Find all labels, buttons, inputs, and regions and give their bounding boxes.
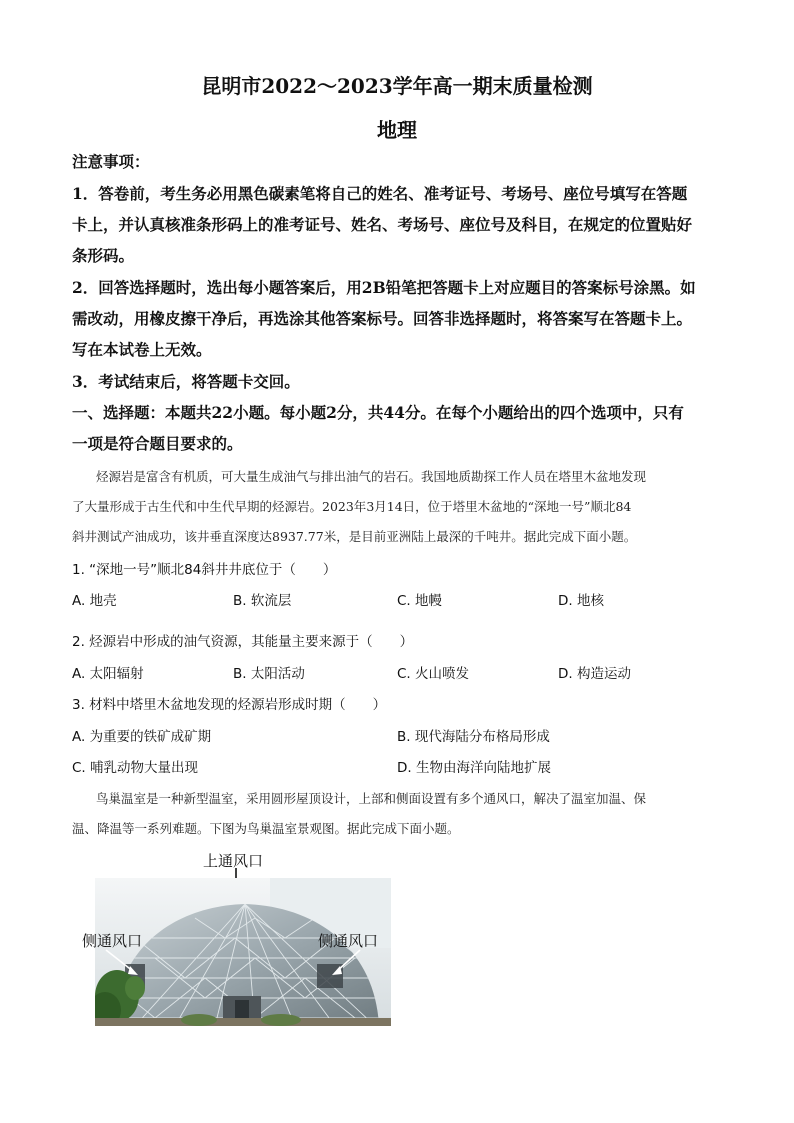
question-1-option-b: B. 软流层 — [233, 593, 292, 609]
notice-item-3: 3．考试结束后，将答题卡交回。 — [72, 372, 300, 391]
notice-item-2-line-2: 需改动，用橡皮擦干净后，再选涂其他答案标号。回答非选择题时，将答案写在答题卡上。 — [72, 309, 693, 328]
question-1-option-c: C. 地幔 — [397, 593, 443, 609]
material-2-line-1: 鸟巢温室是一种新型温室，采用圆形屋顶设计，上部和侧面设置有多个通风口，解决了温室加温、保 — [96, 791, 647, 806]
notice-item-2-line-1: 2．回答选择题时，选出每小题答案后，用2B铅笔把答题卡上对应题目的答案标号涂黑。如 — [72, 278, 696, 297]
label-top-vent: 上通风口 — [203, 852, 264, 870]
label-side-vent-right: 侧通风口 — [318, 932, 379, 950]
question-2-option-a: A. 太阳辐射 — [72, 666, 144, 682]
question-1-stem: 1. “深地一号”顺北84斜井井底位于（ ） — [72, 562, 337, 578]
arrow-right-vent-icon — [330, 948, 364, 978]
label-side-vent-left: 侧通风口 — [82, 932, 143, 950]
question-3-stem: 3. 材料中塔里木盆地发现的烃源岩形成时期（ ） — [72, 697, 387, 713]
question-3-option-a: A. 为重要的铁矿成矿期 — [72, 729, 212, 745]
question-2-stem: 2. 烃源岩中形成的油气资源，其能量主要来源于（ ） — [72, 634, 414, 650]
question-1-option-a: A. 地壳 — [72, 593, 117, 609]
arrow-left-vent-icon — [104, 948, 142, 978]
exam-title: 昆明市2022～2023学年高一期末质量检测 — [201, 74, 593, 98]
subject-title: 地理 — [377, 118, 417, 142]
notice-heading: 注意事项： — [72, 152, 150, 171]
question-2-option-c: C. 火山喷发 — [397, 666, 470, 682]
material-1-line-2: 了大量形成于古生代和中生代早期的烃源岩。2023年3月14日，位于塔里木盆地的“深地一号”顺北84 — [72, 499, 632, 514]
question-3-option-d: D. 生物由海洋向陆地扩展 — [397, 760, 551, 776]
material-1-line-1: 烃源岩是富含有机质，可大量生成油气与排出油气的岩石。我国地质勘探工作人员在塔里木盆地发现 — [96, 469, 647, 484]
material-2-line-2: 温、降温等一系列难题。下图为鸟巢温室景观图。据此完成下面小题。 — [72, 821, 460, 836]
question-2-option-b: B. 太阳活动 — [233, 666, 305, 682]
notice-item-1-line-3: 条形码。 — [72, 246, 135, 265]
question-2-option-d: D. 构造运动 — [558, 666, 631, 682]
question-1-option-d: D. 地核 — [558, 593, 604, 609]
notice-item-1-line-1: 1．答卷前，考生务必用黑色碳素笔将自己的姓名、准考证号、考场号、座位号填写在答题 — [72, 184, 688, 203]
notice-item-2-line-3: 写在本试卷上无效。 — [72, 340, 212, 359]
notice-item-1-line-2: 卡上，并认真核准条形码上的准考证号、姓名、考场号、座位号及科目，在规定的位置贴好 — [72, 215, 693, 234]
question-3-option-b: B. 现代海陆分布格局形成 — [397, 729, 550, 745]
section-heading-line-1: 一、选择题：本题共22小题。每小题2分，共44分。在每个小题给出的四个选项中，只有 — [72, 403, 684, 422]
section-heading-line-2: 一项是符合题目要求的。 — [72, 434, 243, 453]
question-3-option-c: C. 哺乳动物大量出现 — [72, 760, 199, 776]
material-1-line-3: 斜井测试产油成功，该井垂直深度达8937.77米，是目前亚洲陆上最深的千吨井。据此完成下面小题。 — [72, 529, 637, 544]
